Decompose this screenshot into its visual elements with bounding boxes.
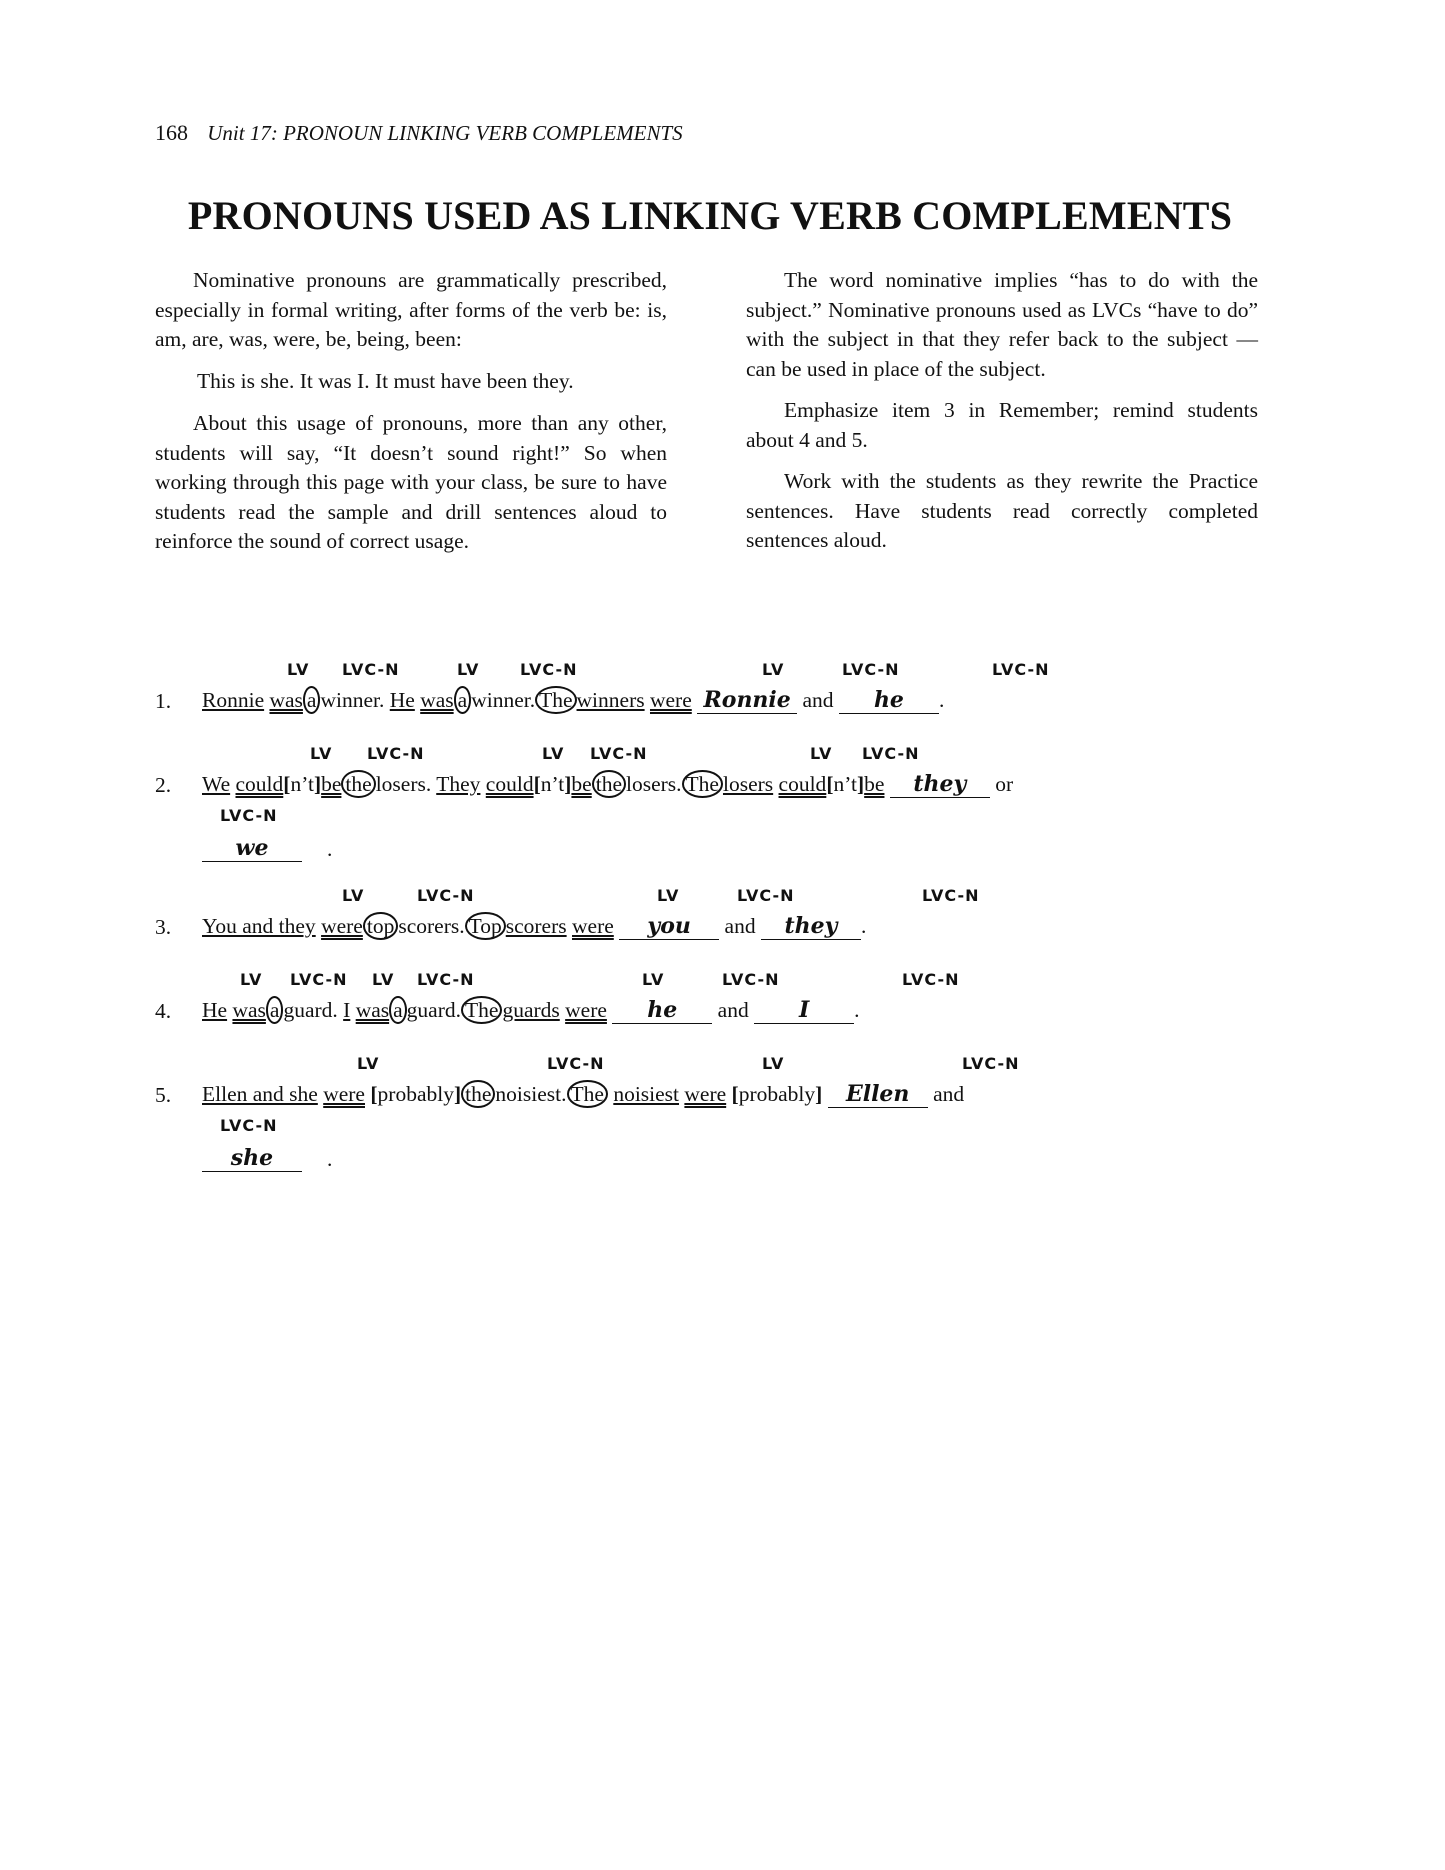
end-mark: . (327, 1147, 333, 1171)
end-mark: . (854, 998, 860, 1022)
conjunction: and (724, 914, 756, 938)
item-sentence: Ronnie was a winner. He was a winner. The winners were Ronnie and he . (202, 687, 945, 713)
lv-label: LV (357, 1054, 380, 1073)
answer-blank: you (619, 913, 719, 940)
right-paragraph-3: Work with the students as they rewrite the Practice sentences. Have students read correctly completed sentences aloud. (746, 469, 1258, 552)
left-column (155, 266, 667, 569)
item-number: 3. (155, 915, 172, 939)
item-sentence: You and they were top scorers. Top scorers were you and they . (202, 913, 867, 939)
answer-blank: I (754, 997, 854, 1024)
item-number: 1. (155, 689, 172, 713)
lvc-n-label: LVC-N (367, 744, 425, 763)
item-number: 5. (155, 1083, 172, 1107)
conjunction: and (933, 1082, 965, 1106)
item-number: 4. (155, 999, 172, 1023)
item-sentence: We could[n’t]be the losers. They could[n’t]be the losers. The losers could[n’t]be they or (202, 771, 1014, 797)
end-mark: . (860, 914, 867, 938)
lvc-n-label: LVC-N (417, 970, 475, 989)
page-header (155, 120, 683, 146)
lv-label: LV (457, 660, 480, 679)
lv-label: LV (372, 970, 395, 989)
answer-blank: he (612, 997, 712, 1024)
conjunction: or (995, 772, 1014, 796)
lv-label: LV (762, 660, 785, 679)
lv-label: LV (342, 886, 365, 905)
lv-label: LV (542, 744, 565, 763)
lv-label: LV (240, 970, 263, 989)
lv-label: LV (810, 744, 833, 763)
answer-blank: we (202, 835, 302, 862)
lv-label: LV (657, 886, 680, 905)
lvc-n-label: LVC-N (737, 886, 795, 905)
lv-label: LV (642, 970, 665, 989)
answer-blank: she (202, 1145, 302, 1172)
page-number: 168 (155, 120, 188, 145)
right-paragraph-1: The word nominative implies “has to do with the subject.” Nominative pronouns used as LVCs “have to do” with the subject in that they refer back to the subject — can be used in place of the subject. (746, 268, 1258, 381)
end-mark: . (938, 688, 945, 712)
practice-item-2 (155, 744, 1155, 864)
example-sentences: This is she. It was I. It must have been they. (197, 368, 574, 393)
end-mark: . (327, 837, 333, 861)
answer-blank: Ellen (828, 1081, 928, 1108)
conjunction: and (802, 688, 834, 712)
practice-item-4 (155, 970, 1155, 1032)
lvc-n-label: LVC-N (342, 660, 400, 679)
lvc-n-label: LVC-N (992, 660, 1050, 679)
lvc-n-label: LVC-N (290, 970, 348, 989)
answer-blank: they (890, 771, 990, 798)
lvc-n-label: LVC-N (842, 660, 900, 679)
practice-item-5 (155, 1054, 1155, 1174)
lv-label: LV (310, 744, 333, 763)
practice-item-3 (155, 886, 1155, 948)
right-paragraph-2: Emphasize item 3 in Remember; remind students about 4 and 5. (746, 398, 1258, 452)
right-column (746, 266, 1258, 568)
lvc-n-label: LVC-N (962, 1054, 1020, 1073)
lvc-n-label: LVC-N (547, 1054, 605, 1073)
answer-blank: he (839, 687, 939, 714)
lvc-n-label: LVC-N (417, 886, 475, 905)
lvc-n-label: LVC-N (902, 970, 960, 989)
lvc-n-label: LVC-N (220, 806, 278, 825)
practice-item-1 (155, 660, 1155, 722)
item-sentence: Ellen and she were [probably] the noisiest. The noisiest were [probably] Ellen and (202, 1081, 965, 1107)
answer-blank: they (761, 913, 861, 940)
lvc-n-label: LVC-N (590, 744, 648, 763)
lv-label: LV (762, 1054, 785, 1073)
lvc-n-label: LVC-N (722, 970, 780, 989)
lvc-n-label: LVC-N (922, 886, 980, 905)
lvc-n-label: LVC-N (862, 744, 920, 763)
practice-items (155, 660, 1155, 1196)
conjunction: and (717, 998, 749, 1022)
unit-title: Unit 17: PRONOUN LINKING VERB COMPLEMENTS (207, 121, 683, 145)
answer-blank: Ronnie (697, 687, 797, 714)
left-paragraph-1: Nominative pronouns are grammatically prescribed, especially in formal writing, after forms of the verb be: is, am, are, was, were, be, being, been: (155, 268, 667, 351)
item-sentence: He was a guard. I was a guard. The guards were he and I . (202, 997, 860, 1023)
lvc-n-label: LVC-N (220, 1116, 278, 1135)
lvc-n-label: LVC-N (520, 660, 578, 679)
left-paragraph-2: About this usage of pronouns, more than any other, students will say, “It doesn’t sound right!” So when working through this page with your class, be sure to have students read the sample and drill sentences aloud to reinforce the sound of correct usage. (155, 411, 667, 553)
lv-label: LV (287, 660, 310, 679)
page-title: PRONOUNS USED AS LINKING VERB COMPLEMENTS (187, 193, 1233, 238)
item-number: 2. (155, 773, 172, 797)
